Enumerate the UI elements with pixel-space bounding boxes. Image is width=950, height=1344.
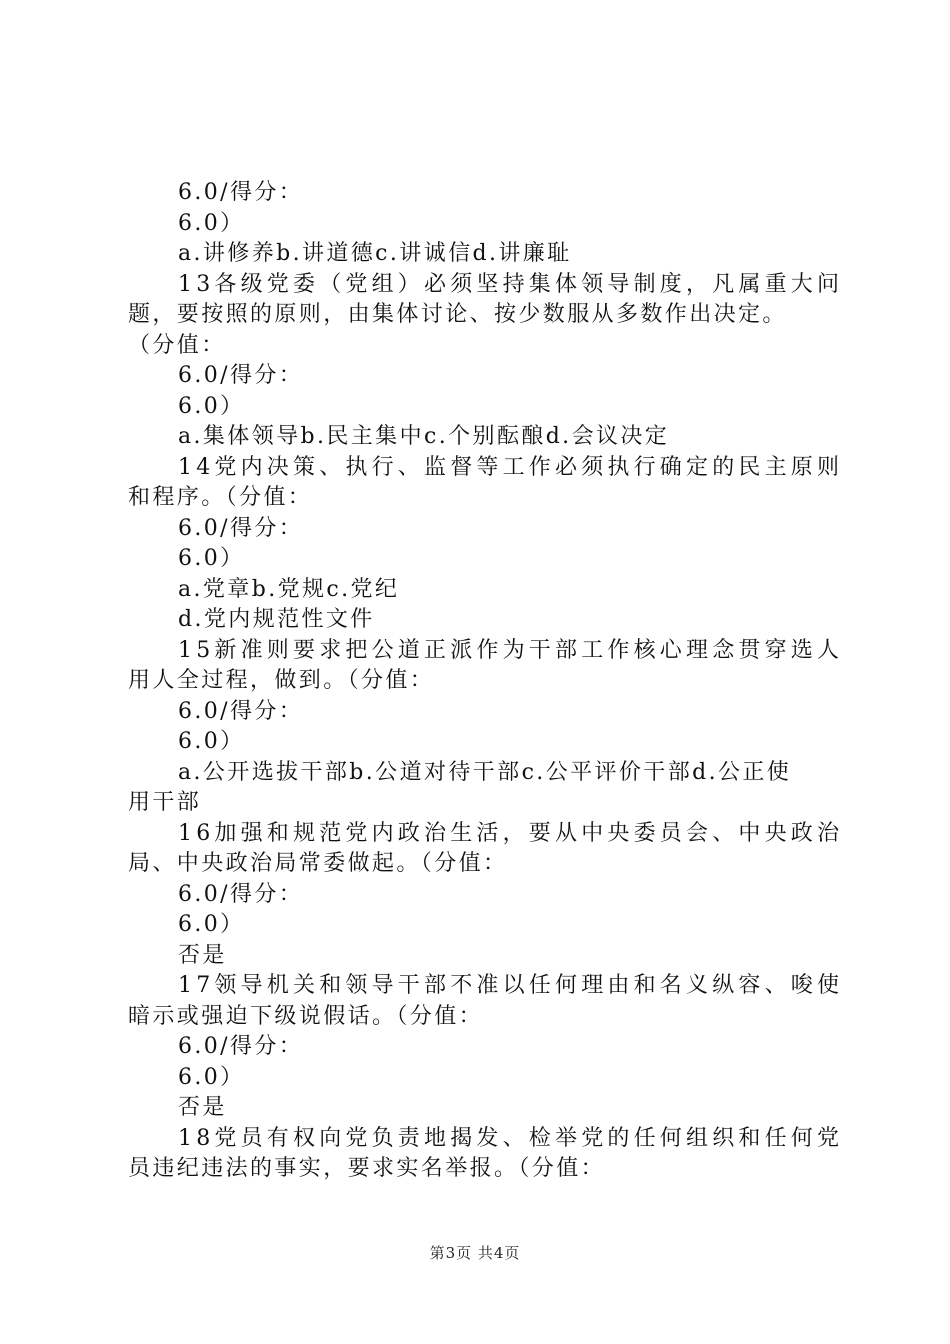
page-footer: 第3页 共4页 <box>429 1244 521 1262</box>
text-line: 题，要按照的原则，由集体讨论、按少数服从多数作出决定。 <box>128 302 787 327</box>
text-line: 6.0/得分： <box>178 1034 304 1059</box>
text-line: 6.0） <box>178 1064 245 1090</box>
text-line: a.公开选拔干部b.公道对待干部c.公平评价干部d.公正使 <box>178 759 792 785</box>
text-line: 6.0/得分： <box>178 363 304 388</box>
text-line: 6.0） <box>178 546 245 571</box>
question-14-line: 14党内决策、执行、监督等工作必须执行确定的民主原则 <box>178 454 844 480</box>
question-18-line: 18党员有权向党负责地揭发、检举党的任何组织和任何党 <box>178 1125 844 1151</box>
text-line: （分值： <box>128 332 226 358</box>
document-body <box>128 178 844 1185</box>
text-line: 6.0） <box>178 210 245 236</box>
text-line: 6.0/得分： <box>178 180 304 205</box>
question-15-line: 15新准则要求把公道正派作为干部工作核心理念贯穿选人 <box>178 637 844 663</box>
text-line: 用人全过程，做到。（分值： <box>128 668 435 693</box>
question-17-line: 17领导机关和领导干部不准以任何理由和名义纵容、唆使 <box>178 973 844 998</box>
text-line: 6.0） <box>178 393 245 419</box>
text-line: 6.0） <box>178 729 245 754</box>
text-line: 6.0） <box>178 912 245 937</box>
text-line: 用干部 <box>128 790 202 815</box>
text-line: 6.0/得分： <box>178 881 304 907</box>
text-line: 6.0/得分： <box>178 515 304 541</box>
text-line: 6.0/得分： <box>178 698 304 724</box>
question-16-line: 16加强和规范党内政治生活，要从中央委员会、中央政治 <box>178 820 844 846</box>
text-line: 局、中央政治局常委做起。（分值： <box>128 851 508 876</box>
text-line: a.党章b.党规c.党纪 <box>178 576 400 602</box>
text-line: 员违纪违法的事实，要求实名举报。（分值： <box>128 1156 606 1181</box>
text-line: 否是 <box>178 1095 227 1120</box>
text-line: 否是 <box>178 942 227 968</box>
text-line: 和程序。（分值： <box>128 485 313 510</box>
text-line: a.讲修养b.讲道德c.讲诚信d.讲廉耻 <box>178 241 572 266</box>
question-13-line: 13各级党委（党组）必须坚持集体领导制度，凡属重大问 <box>178 271 844 297</box>
text-line: a.集体领导b.民主集中c.个别酝酿d.会议决定 <box>178 424 670 449</box>
text-line: d.党内规范性文件 <box>178 607 375 632</box>
text-line: 暗示或强迫下级说假话。（分值： <box>128 1003 484 1029</box>
